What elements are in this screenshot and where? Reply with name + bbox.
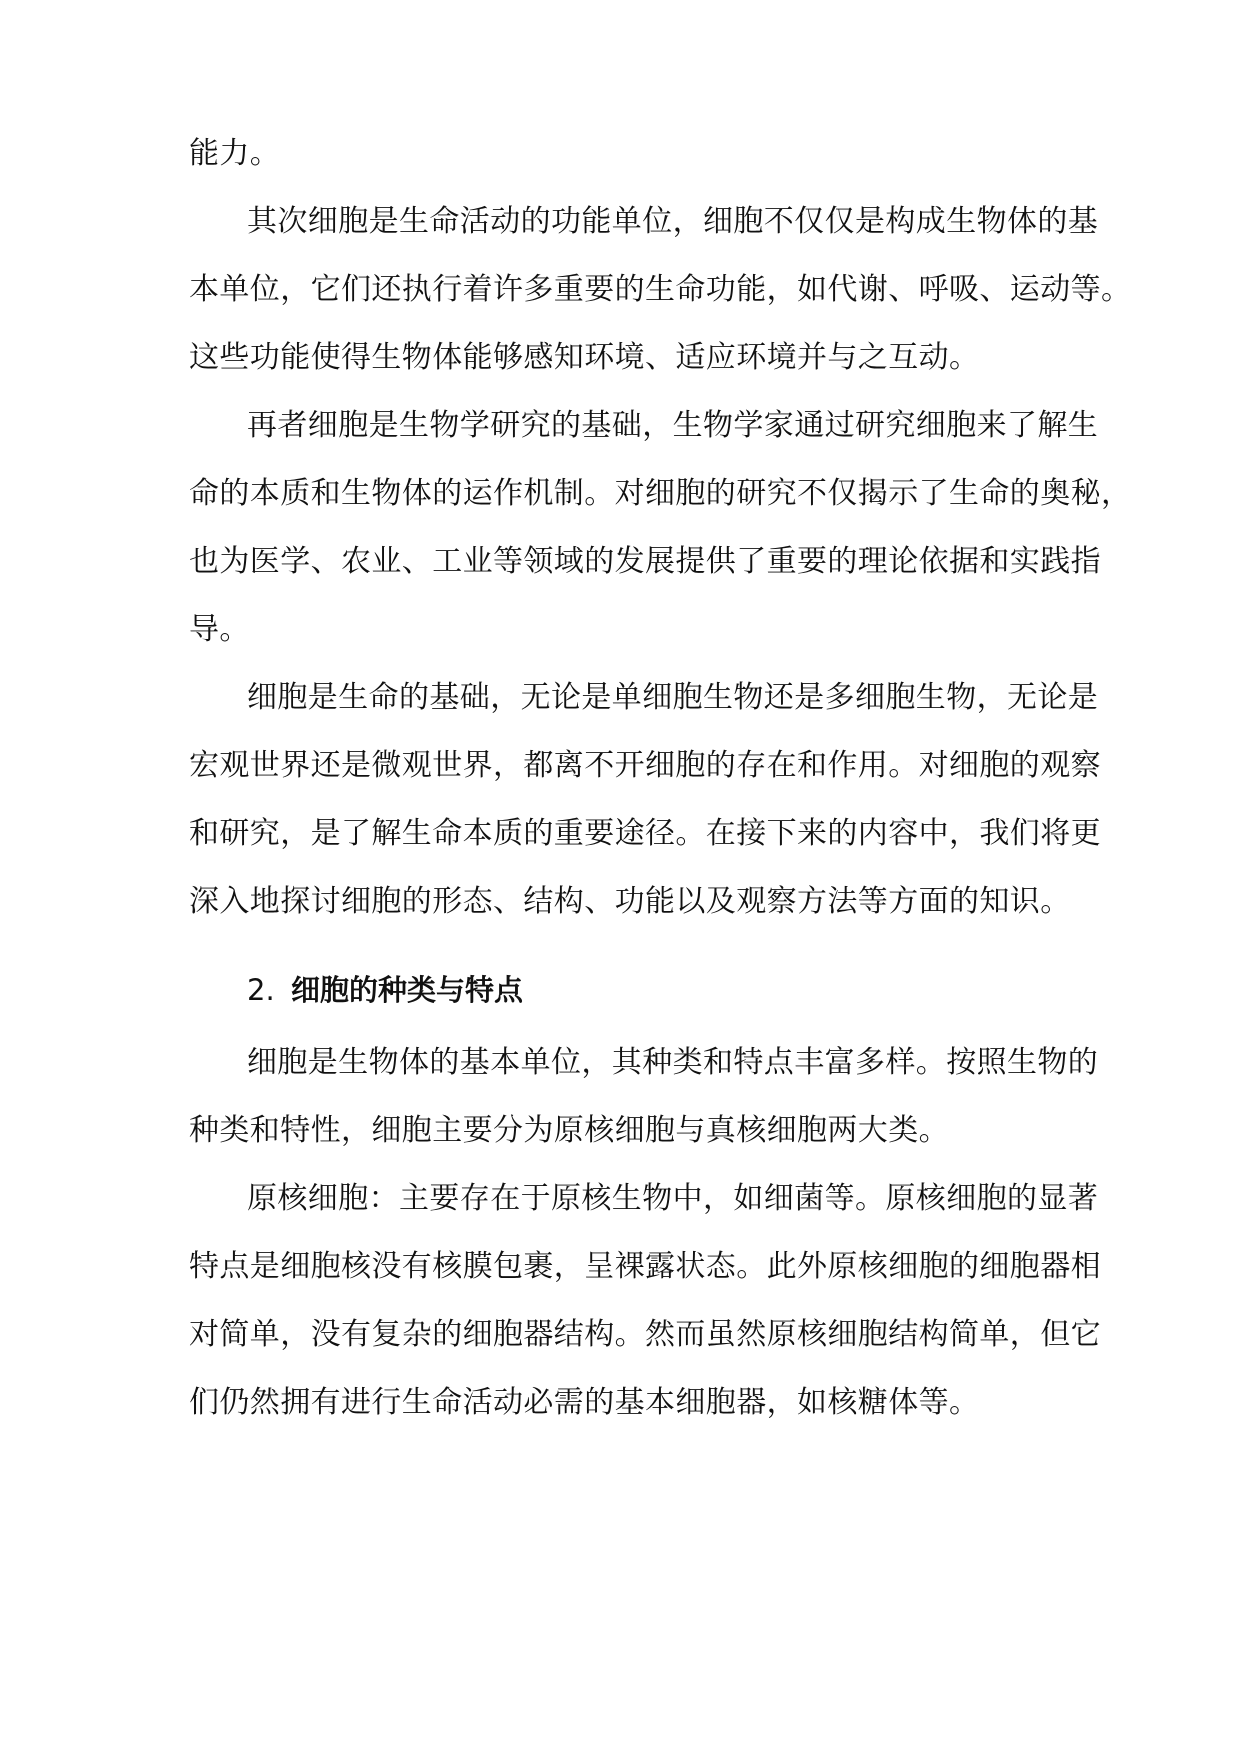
paragraph-line: 深入地探讨细胞的形态、结构、功能以及观察方法等方面的知识。 [189,884,1071,919]
section-number: 2. [247,973,275,1007]
paragraph-line: 再者细胞是生物学研究的基础，生物学家通过研究细胞来了解生 [247,408,1099,443]
paragraph-line: 原核细胞：主要存在于原核生物中，如细菌等。原核细胞的显著 [247,1181,1099,1216]
paragraph-line: 细胞是生命的基础，无论是单细胞生物还是多细胞生物，无论是 [247,680,1099,715]
paragraph-line: 们仍然拥有进行生命活动必需的基本细胞器，如核糖体等。 [189,1385,980,1420]
paragraph-line: 这些功能使得生物体能够感知环境、适应环境并与之互动。 [189,340,980,375]
paragraph-line: 命的本质和生物体的运作机制。对细胞的研究不仅揭示了生命的奥秘， [189,476,1132,511]
paragraph-line: 本单位，它们还执行着许多重要的生命功能，如代谢、呼吸、运动等。 [189,272,1132,307]
section-title: 细胞的种类与特点 [291,973,524,1007]
paragraph-line: 细胞是生物体的基本单位，其种类和特点丰富多样。按照生物的 [247,1045,1099,1080]
paragraph-line: 种类和特性，细胞主要分为原核细胞与真核细胞两大类。 [189,1113,949,1148]
paragraph-line: 宏观世界还是微观世界，都离不开细胞的存在和作用。对细胞的观察 [189,748,1101,783]
paragraph-line: 能力。 [189,136,281,171]
paragraph-line: 导。 [189,612,250,647]
paragraph-line: 也为医学、农业、工业等领域的发展提供了重要的理论依据和实践指 [189,544,1101,579]
section-heading [247,970,1069,1010]
paragraph-line: 特点是细胞核没有核膜包裹，呈裸露状态。此外原核细胞的细胞器相 [189,1249,1101,1284]
paragraph-line: 其次细胞是生命活动的功能单位，细胞不仅仅是构成生物体的基 [247,204,1099,239]
paragraph-line: 和研究，是了解生命本质的重要途径。在接下来的内容中，我们将更 [189,816,1101,851]
paragraph-line: 对简单，没有复杂的细胞器结构。然而虽然原核细胞结构简单，但它 [189,1317,1101,1352]
